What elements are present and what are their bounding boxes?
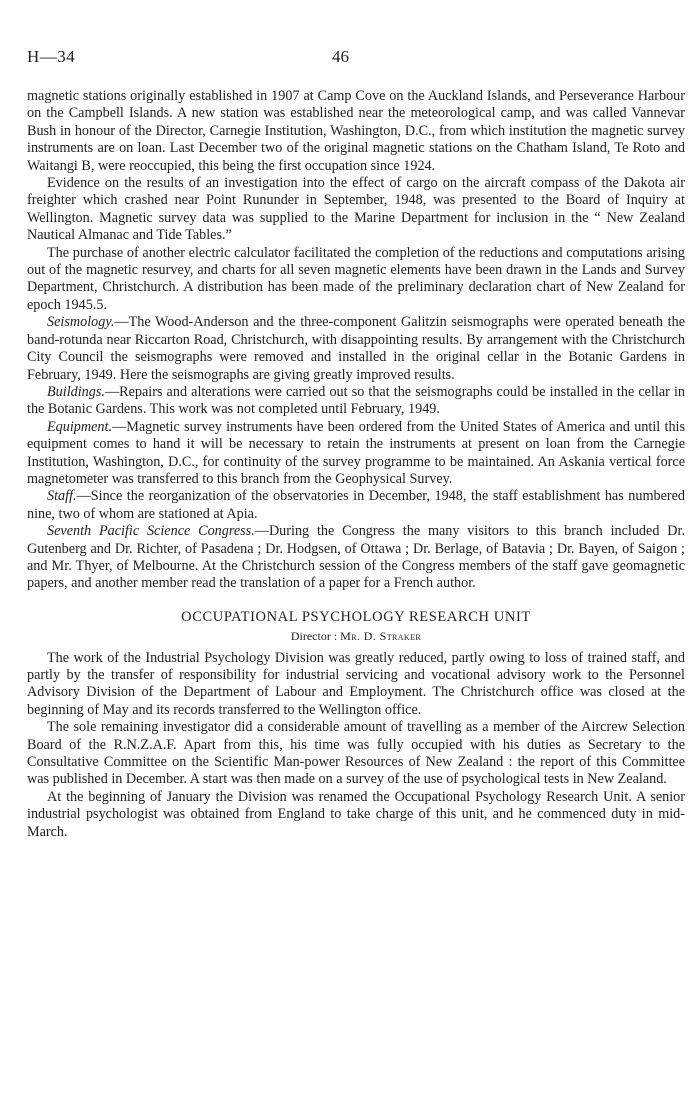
paragraph: The purchase of another electric calculator facilitated the completion of the reductions and computations arising out of the magnetic resurvey, and charts for all seven magnetic elements have been drawn in the Lands and Survey Department, Christchurch. A distribution has been made of the preliminary declaration chart of New Zealand for epoch 1945.5. [27, 244, 685, 313]
paragraph-seismology [27, 314, 685, 384]
paragraph-staff [27, 488, 685, 523]
paragraph-congress [27, 523, 685, 593]
paragraph: The work of the Industrial Psychology Division was greatly reduced, partly owing to loss of trained staff, and partly by the transfer of responsibility for industrial servicing and vocational advisory work to the Personnel Advisory Division of the Department of Labour and Employment. The Christchurch office was closed at the beginning of May and its records transferred to the Wellington office. [27, 649, 685, 718]
page-number: 46 [332, 47, 349, 66]
paragraph: The sole remaining investigator did a considerable amount of travelling as a member of the Aircrew Selection Board of the R.N.Z.A.F. Apart from this, his time was fully occupied with his duties as Secretary to the Consultative Committee on the Scientific Man-power Resources of New Zealand : the report of this Committee was published in December. A start was then made on a survey of the use of psychological tests in New Zealand. [27, 719, 685, 788]
director-label: Director : [290, 629, 338, 644]
sidehead-congress: Seventh Pacific Science Congress. [47, 523, 255, 540]
paragraph: magnetic stations originally established in 1907 at Camp Cove on the Auckland Islands, and Perseverance Harbour on the Campbell Islands. A new station was established near the meteorological camp, and was called Vannevar Bush in honour of the Director, Carnegie Institution, Washington, D.C., from which institution the magnetic survey instruments are on loan. Last December two of the original magnetic stations on the Chatham Island, Te Roto and Waitangi B, were reoccupied, this being the first occupation since 1924. [27, 88, 685, 174]
paragraph-buildings [27, 384, 685, 419]
sidehead-equipment: Equipment. [47, 418, 113, 435]
paragraph: Evidence on the results of an investigation into the effect of cargo on the aircraft compass of the Dakota air freighter which crashed near Point Rununder in September, 1948, was presented to the Board of Inquiry at Wellington. Magnetic survey data was supplied to the Marine Department for inclusion in the “ New Zealand Nautical Almanac and Tide Tables.” [27, 175, 685, 244]
section-title: OCCUPATIONAL PSYCHOLOGY RESEARCH UNIT [181, 608, 531, 625]
report-code: H—34 [27, 47, 76, 66]
sidehead-seismology: Seismology. [47, 314, 115, 331]
sidehead-buildings: Buildings. [47, 383, 105, 400]
paragraph: At the beginning of January the Division was renamed the Occupational Psychology Research Unit. A senior industrial psychologist was obtained from England to take charge of this unit, and he commenced duty in mid-March. [27, 788, 685, 840]
director-line [27, 628, 685, 645]
paragraph-body: —During the Congress the many visitors to this branch included Dr. Gutenberg and Dr. Richter, of Pasadena ; Dr. Hodgsen, of Ottawa ; Dr. Berlage, of Batavia ; Dr. Bayen, of Saigon ; and Mr. Thyer, of Melbourne. At the Christchurch session of the Congress members of the staff gave geomagnetic papers, and another member read the translation of a paper for a French author. [27, 523, 685, 592]
paragraph-body: —Magnetic survey instruments have been ordered from the United States of America and until this equipment comes to hand it will be necessary to retain the instruments at present on loan from the Carnegie Institution, Washington, D.C., for continuity of the survey programme to be maintained. An Askania vertical force magnetometer was transferred to this branch from the Geophysical Survey. [27, 418, 685, 487]
paragraph-equipment [27, 419, 685, 489]
sidehead-staff: Staff. [47, 488, 77, 505]
director-name: Mr. D. Straker [340, 629, 422, 644]
body-text [27, 88, 685, 841]
paragraph-body: —The Wood-Anderson and the three-component Galitzin seismographs were operated beneath the band-rotunda near Riccarton Road, Christchurch, with disappointing results. By arrangement with the Christchurch City Council the seismographs were removed and installed in the original cellar in the Botanic Gardens in February, 1949. Here the seismographs are giving greatly improved results. [27, 314, 685, 383]
paragraph-body: —Repairs and alterations were carried out so that the seismographs could be installed in the cellar in the Botanic Gardens. This work was not completed until February, 1949. [27, 383, 685, 418]
paragraph-body: —Since the reorganization of the observatories in December, 1948, the staff establishment has numbered nine, two of whom are stationed at Apia. [27, 488, 685, 522]
